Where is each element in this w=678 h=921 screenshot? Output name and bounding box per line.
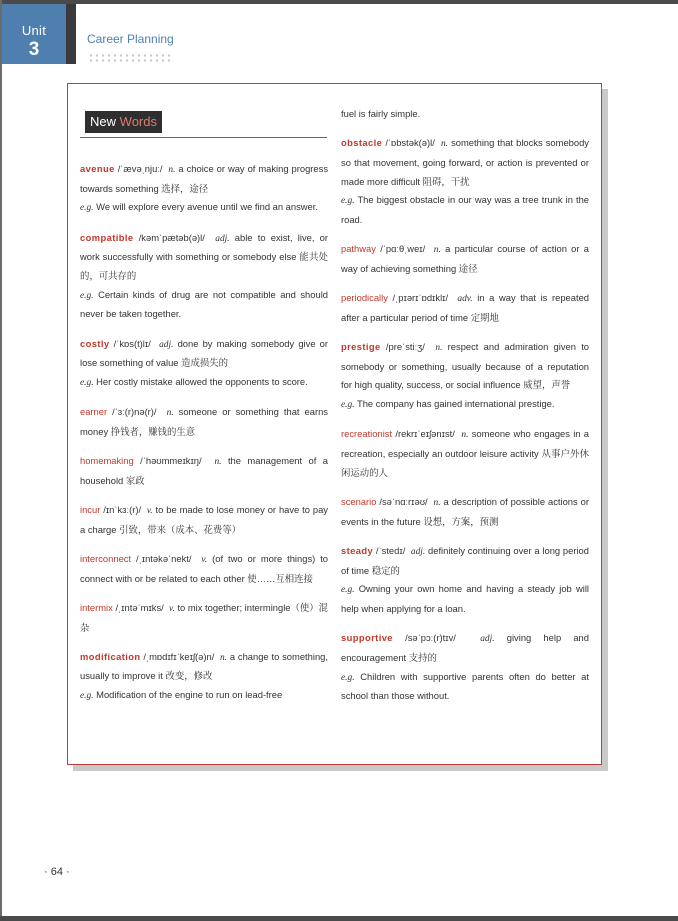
left-border	[0, 0, 2, 921]
right-column	[341, 105, 589, 716]
example-sentence: The biggest obstacle in our way was a tree trunk in the road.	[341, 194, 590, 226]
section-divider	[80, 137, 327, 138]
headword: costly	[80, 337, 110, 349]
headword: periodically	[341, 292, 388, 304]
example-marker: e.g.	[341, 400, 355, 411]
headword: supportive	[341, 632, 393, 644]
example-sentence: Her costly mistake allowed the opponents to score.	[96, 376, 308, 388]
headword: obstacle	[341, 137, 383, 149]
chapter-title: Career Planning	[87, 32, 174, 46]
phonetic: /ˌpɪərɪˈɒdɪklɪ/	[392, 292, 449, 304]
example-marker: e.g.	[80, 290, 94, 301]
section-label-part2: Words	[119, 114, 157, 129]
part-of-speech: n.	[440, 139, 448, 150]
headword: incur	[80, 504, 101, 516]
headword: recreationist	[341, 428, 393, 440]
unit-number: 3	[28, 39, 40, 60]
part-of-speech: adj.	[410, 546, 426, 557]
word-entry	[341, 493, 589, 531]
part-of-speech: n.	[214, 457, 222, 468]
definition: respect and admiration given to somebody or something, usually because of a reputation for high quality, success, or social influence 威望，声誉	[341, 341, 590, 391]
section-label-part1: New	[90, 114, 117, 129]
headword: prestige	[341, 341, 381, 353]
part-of-speech: n.	[166, 408, 174, 419]
top-border	[0, 0, 678, 4]
definition: done by making somebody give or lose something of value 造成损失的	[80, 337, 328, 369]
example-sentence: Children with supportive parents often do better at school than those without.	[341, 670, 590, 702]
continued-example: fuel is fairly simple.	[341, 108, 421, 119]
headword: intermix	[80, 601, 113, 613]
headword: modification	[80, 650, 141, 662]
headword: steady	[341, 544, 374, 556]
phonetic: /preˈstiːʒ/	[385, 341, 425, 353]
part-of-speech: v.	[146, 506, 153, 517]
word-entry	[80, 501, 328, 539]
definition: a description of possible actions or events in the future 设想，方案，预测	[341, 495, 589, 527]
definition: something that blocks somebody so that movement, going forward, or action is prevented or made more difficult 阻碍，干扰	[341, 137, 589, 187]
phonetic: /kəmˈpætəb(ə)l/	[138, 231, 205, 243]
phonetic: /səˈpɔː(r)tɪv/	[405, 632, 456, 644]
headword: avenue	[80, 163, 115, 174]
word-entry	[80, 452, 328, 490]
part-of-speech: n.	[433, 245, 441, 256]
example-sentence: The company has gained international prestige.	[356, 398, 555, 410]
word-entry	[341, 425, 589, 482]
definition: to mix together; intermingle（使）混杂	[80, 601, 329, 633]
word-entry	[80, 550, 328, 588]
definition: able to exist, live, or work successfully with something or somebody else 能共处的，可共存的	[80, 231, 328, 282]
part-of-speech: v.	[169, 603, 175, 614]
word-entry	[341, 134, 589, 230]
decorative-dots	[88, 53, 174, 62]
headword: scenario	[341, 495, 377, 507]
word-entry	[80, 160, 328, 218]
definition: someone or something that earns money 挣钱者，赚钱的生意	[80, 406, 328, 437]
word-entry	[341, 289, 589, 327]
example-sentence: Certain kinds of drug are not compatible and should never be taken together.	[80, 288, 328, 320]
headword: earner	[80, 406, 108, 418]
definition: to be made to lose money or have to pay a charge 引致，带来（成本、花费等）	[80, 504, 328, 535]
phonetic: /rekrɪˈeɪʃənɪst/	[395, 428, 455, 440]
word-entry	[80, 648, 328, 706]
part-of-speech: n.	[219, 652, 228, 663]
part-of-speech: n.	[433, 497, 441, 508]
word-entry	[341, 542, 589, 619]
example-marker: e.g.	[80, 203, 94, 214]
example-sentence: Owning your own home and having a steady job will help when applying for a loan.	[341, 583, 589, 614]
part-of-speech: n.	[168, 165, 176, 175]
phonetic: /ˌɪntəˈmɪks/	[115, 601, 164, 613]
part-of-speech: adj.	[480, 634, 495, 645]
example-marker: e.g.	[80, 691, 94, 702]
definition: someone who engages in a recreation, especially an outdoor leisure activity 从事户外休闲运动的人	[341, 428, 589, 478]
left-column	[80, 160, 328, 716]
example-sentence: We will explore every avenue until we find an answer.	[96, 201, 318, 213]
definition: definitely continuing over a long period of time 稳定的	[341, 544, 589, 576]
phonetic: /ɪnˈkɜː(r)/	[103, 504, 142, 516]
phonetic: /ˌɪntəkəˈnekt/	[136, 552, 192, 564]
phonetic: /ˈpɑːθˌweɪ/	[380, 243, 426, 255]
example-marker: e.g.	[341, 672, 355, 683]
part-of-speech: adj.	[215, 233, 230, 244]
word-entry	[80, 229, 328, 325]
word-entry	[80, 335, 328, 393]
definition: in a way that is repeated after a particular period of time 定期地	[341, 292, 589, 323]
bottom-border	[0, 916, 678, 921]
part-of-speech: v.	[201, 554, 208, 565]
definition: a particular course of action or a way of achieving something 途径	[341, 243, 590, 274]
phonetic: /ˈɜː(r)nə(r)/	[112, 406, 157, 418]
word-entry	[341, 338, 589, 415]
example-marker: e.g.	[80, 378, 94, 389]
phonetic: /ˈævəˌnjuː/	[117, 163, 163, 174]
definition: (of two or more things) to connect with or be related to each other 使……互相连接	[80, 552, 329, 584]
part-of-speech: n.	[461, 430, 469, 441]
headword: compatible	[80, 231, 134, 243]
part-of-speech: adj.	[159, 339, 174, 350]
phonetic: /ˈstedɪ/	[375, 544, 406, 556]
phonetic: /ˈhəʊmmeɪkɪŋ/	[140, 455, 202, 467]
definition: giving help and encouragement 支持的	[341, 632, 589, 663]
phonetic: /ˌmɒdɪfɪˈkeɪʃ(ə)n/	[143, 650, 215, 662]
headword: homemaking	[80, 455, 134, 467]
word-entry	[80, 403, 328, 441]
definition: a choice or way of making progress towards something 选择，途径	[80, 163, 329, 194]
unit-badge-accent	[66, 4, 76, 64]
phonetic: /səˈnɑːrɪəʊ/	[379, 495, 428, 507]
phonetic: /ˈkɒs(t)lɪ/	[113, 337, 151, 349]
word-entry	[80, 599, 328, 637]
unit-badge	[2, 4, 66, 64]
definition: the management of a household 家政	[80, 455, 329, 486]
section-label	[85, 111, 162, 133]
phonetic: /ˈɒbstək(ə)l/	[385, 137, 435, 149]
unit-label: Unit	[21, 23, 47, 38]
word-entry	[341, 240, 589, 278]
definition: a change to something, usually to improve it 改变，修改	[80, 650, 328, 682]
example-marker: e.g.	[341, 585, 355, 596]
example-sentence: Modification of the engine to run on lead-free	[96, 689, 283, 701]
page-number: · 64 ·	[44, 866, 70, 878]
word-entry	[341, 629, 589, 706]
headword: pathway	[341, 243, 376, 255]
part-of-speech: n.	[435, 343, 443, 354]
headword: interconnect	[80, 552, 132, 564]
example-marker: e.g.	[341, 196, 355, 207]
part-of-speech: adv.	[457, 294, 473, 305]
